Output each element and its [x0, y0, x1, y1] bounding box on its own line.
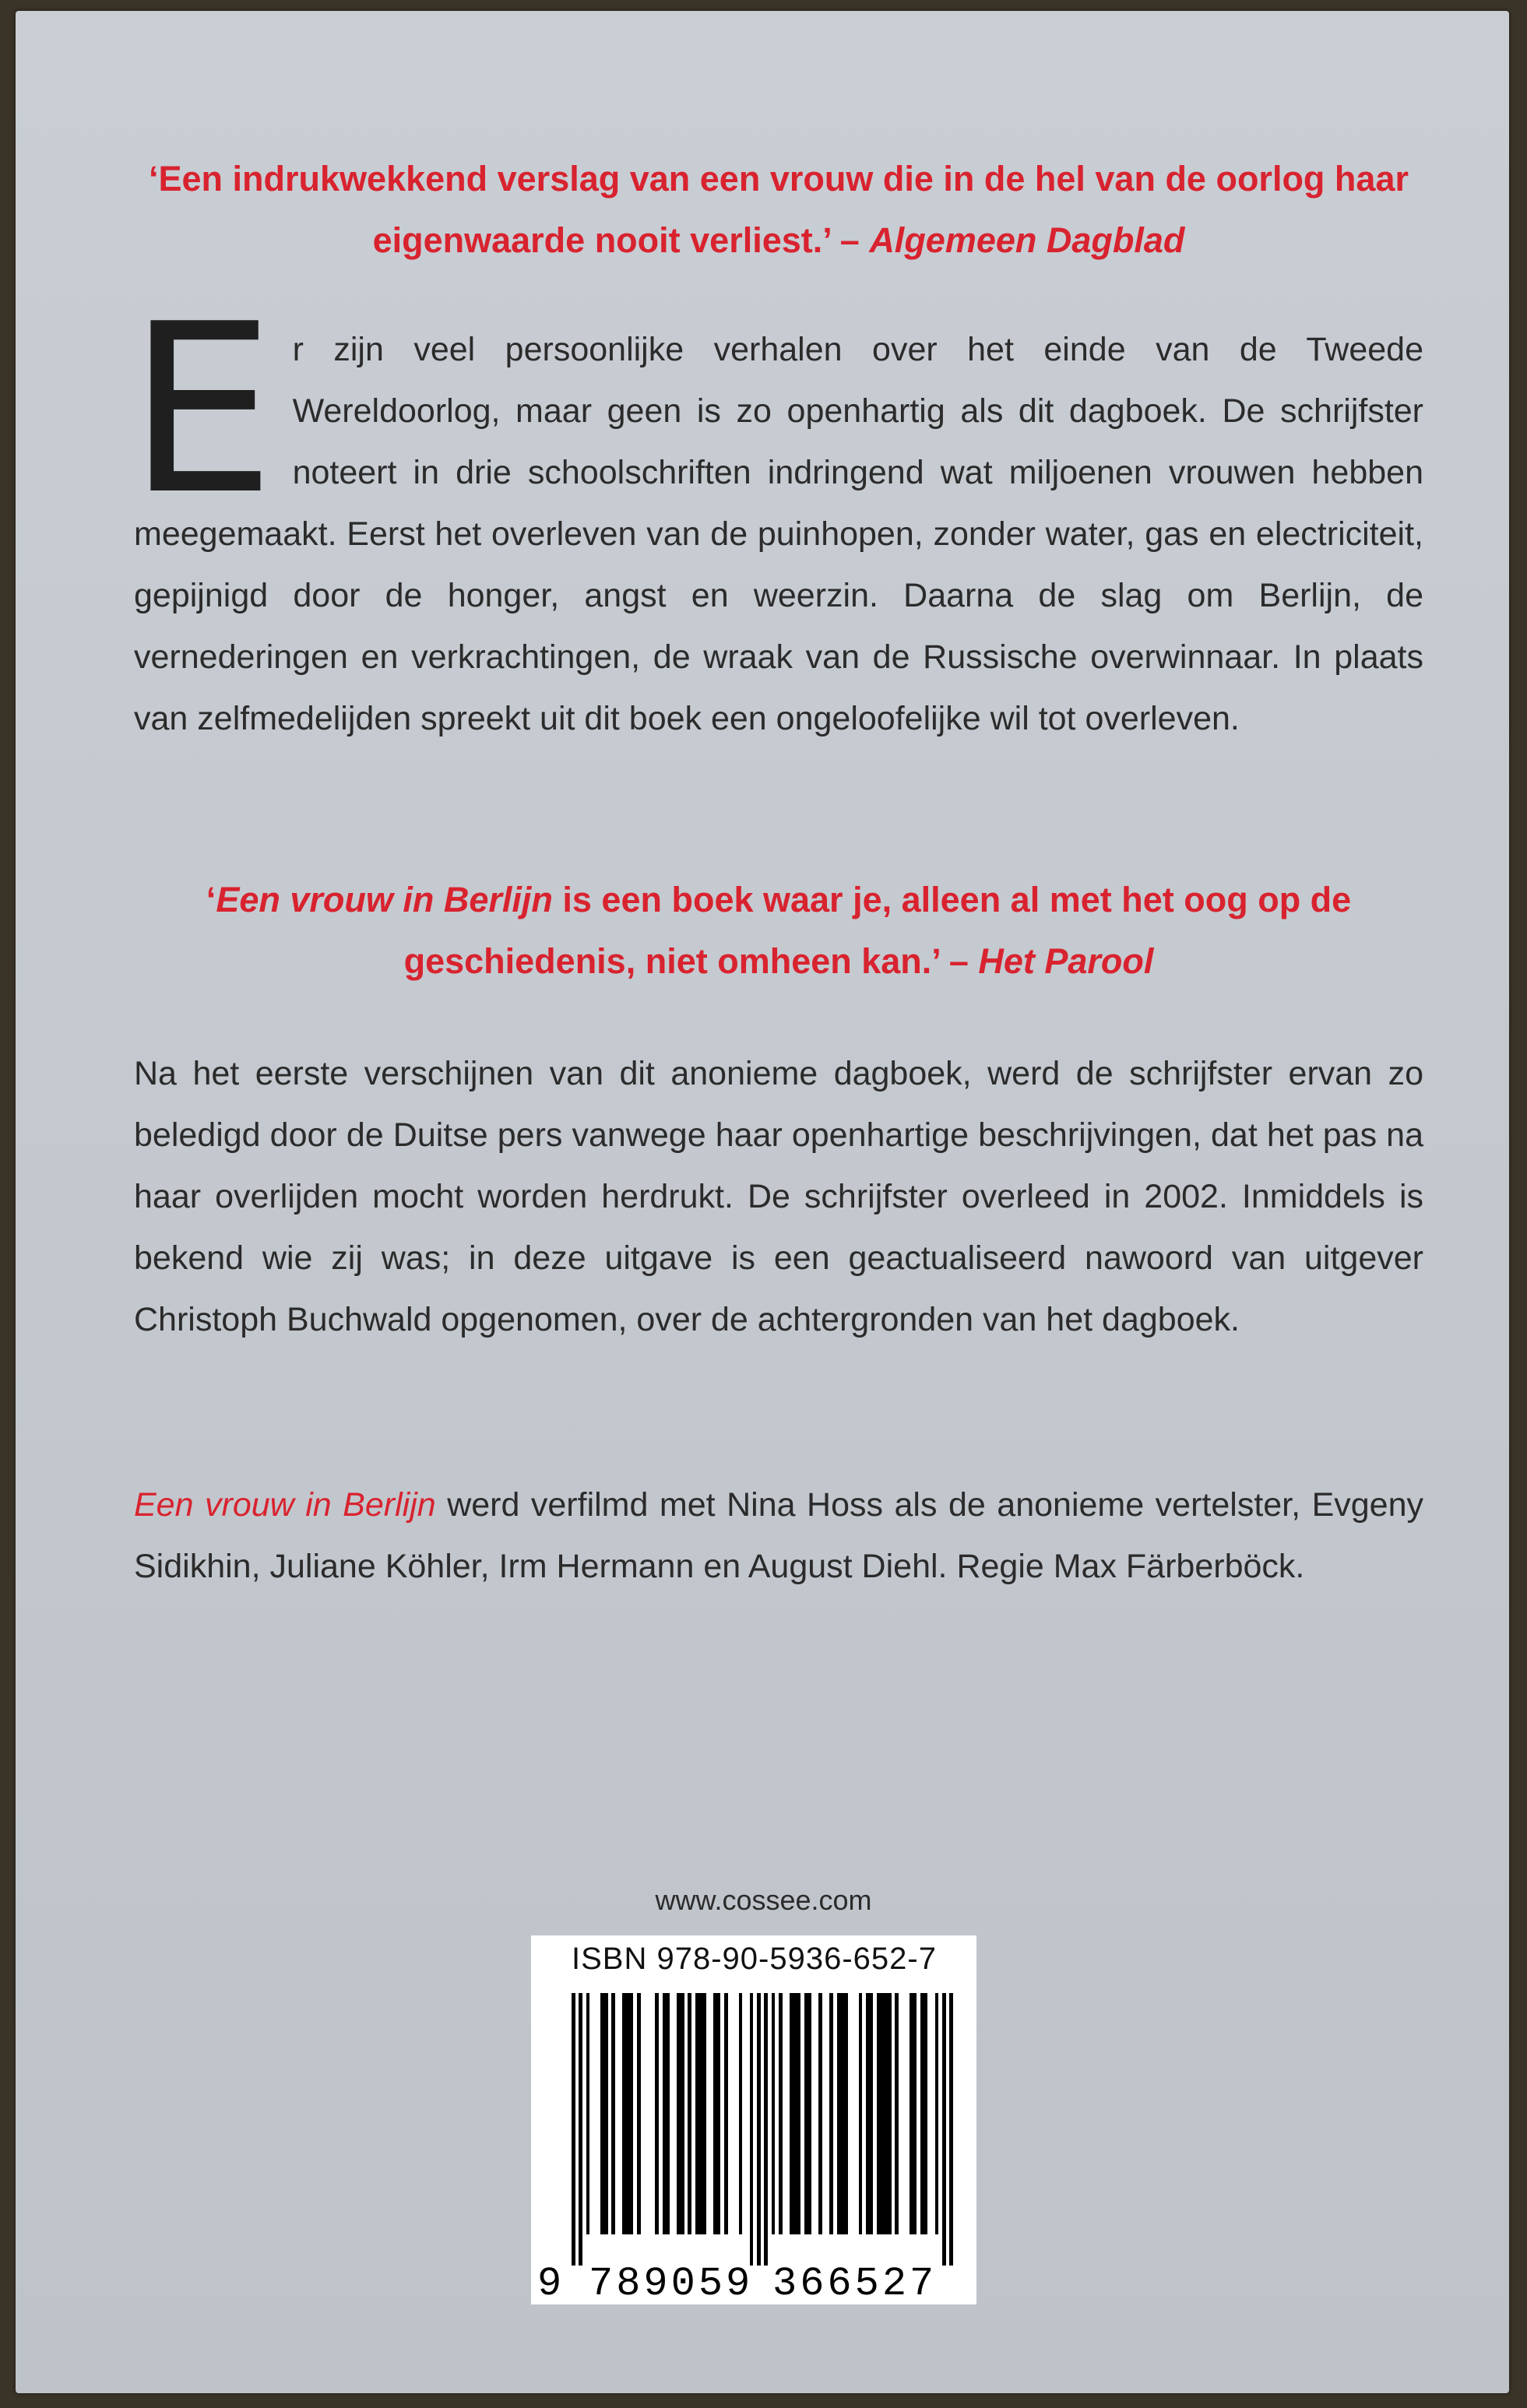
- barcode-bar: [713, 1993, 720, 2234]
- publisher-website: www.cossee.com: [655, 1884, 872, 1916]
- barcode-space: [641, 1993, 656, 2250]
- barcode-space: [728, 1993, 739, 2250]
- barcode-space: [848, 1993, 859, 2250]
- barcode-space: [927, 1993, 934, 2250]
- barcode-space: [783, 1993, 790, 2250]
- review-quote-het-parool: [125, 869, 1433, 992]
- drop-cap: E: [128, 274, 276, 546]
- isbn-number: ISBN 978-90-5936-652-7: [572, 1942, 937, 1976]
- barcode-bar: [910, 1993, 917, 2234]
- history-paragraph: [134, 1043, 1423, 1351]
- book-title: Een vrouw in Berlijn: [216, 880, 553, 919]
- barcode-bar: [920, 1993, 927, 2234]
- barcode-bar: [622, 1993, 633, 2234]
- barcode-space: [589, 1993, 600, 2250]
- barcode-digits-right: 366527: [772, 2261, 938, 2307]
- barcode-space: [670, 1993, 677, 2250]
- barcode-space: [706, 1993, 713, 2250]
- film-paragraph: [134, 1475, 1423, 1598]
- barcode-digit-lead: 9: [537, 2261, 565, 2307]
- barcode-digits-left: 789059: [589, 2261, 754, 2307]
- barcode-space: [899, 1993, 910, 2250]
- barcode-bar: [663, 1993, 670, 2234]
- barcode-bars: [572, 1993, 953, 2250]
- barcode-bar: [790, 1993, 800, 2234]
- barcode-bar: [677, 1993, 684, 2234]
- barcode-space: [742, 1993, 749, 2250]
- paragraph-text: werd verfilmd met Nina Hoss als de anonieme vertelster, Evgeny Sidikhin, Juliane Köhler, Irm Hermann en August Diehl. Regie Max Färberböck.: [134, 1486, 1423, 1585]
- description-paragraph: [128, 274, 1423, 750]
- paragraph-text: r zijn veel persoonlijke verhalen over het einde van de Tweede Wereldoorlog, maar geen is zo openhartig als dit dagboek. De schrijfster noteert in drie schoolschriften indringend wat miljoenen vrouwen hebben meegemaakt. Eerst het overleven van de puinhopen, zonder water, gas en electriciteit, gepijnigd door de honger, angst en weerzin. Daarna de slag om Berlijn, de vernederingen en verkrachtingen, de wraak van de Russische overwinnaar. In plaats van zelfmedelijden spreekt uit dit boek een ongeloofelijke wil tot overleven.: [134, 331, 1423, 737]
- barcode-label: [531, 1935, 976, 2307]
- barcode-bar: [866, 1993, 873, 2234]
- barcode-space: [615, 1993, 622, 2250]
- barcode-bar: [695, 1993, 706, 2234]
- barcode-bar: [837, 1993, 848, 2234]
- paragraph-text: Na het eerste verschijnen van dit anonieme dagboek, werd de schrijfster ervan zo beledigd door de Duitse pers vanwege haar openhartige beschrijvingen, dat het pas na haar overlijden mocht worden herdrukt. De schrijfster overleed in 2002. Inmiddels is bekend wie zij was; in deze uitgave is een geactualiseerd nawoord van uitgever Christoph Buchwald opgenomen, over de achtergronden van het dagboek.: [134, 1055, 1423, 1338]
- barcode-space: [822, 1993, 829, 2250]
- book-title: Een vrouw in Berlijn: [134, 1486, 436, 1524]
- quote-open: ‘: [206, 880, 216, 919]
- barcode-bar: [949, 1993, 953, 2266]
- quote-text: ‘Een indrukwekkend verslag van een vrouw die in de hel van de oorlog haar eigenwaarde nooit verliest.’ –: [149, 159, 1409, 260]
- quote-text: is een boek waar je, alleen al met het oog op de geschiedenis, niet omheen kan.’ –: [403, 880, 1352, 981]
- barcode-bar: [600, 1993, 607, 2234]
- barcode-bar: [804, 1993, 811, 2234]
- barcode-bar: [877, 1993, 892, 2234]
- quote-source: Algemeen Dagblad: [869, 220, 1185, 260]
- quote-source: Het Parool: [978, 941, 1154, 981]
- barcode-space: [811, 1993, 818, 2250]
- review-quote-algemeen-dagblad: [125, 148, 1433, 271]
